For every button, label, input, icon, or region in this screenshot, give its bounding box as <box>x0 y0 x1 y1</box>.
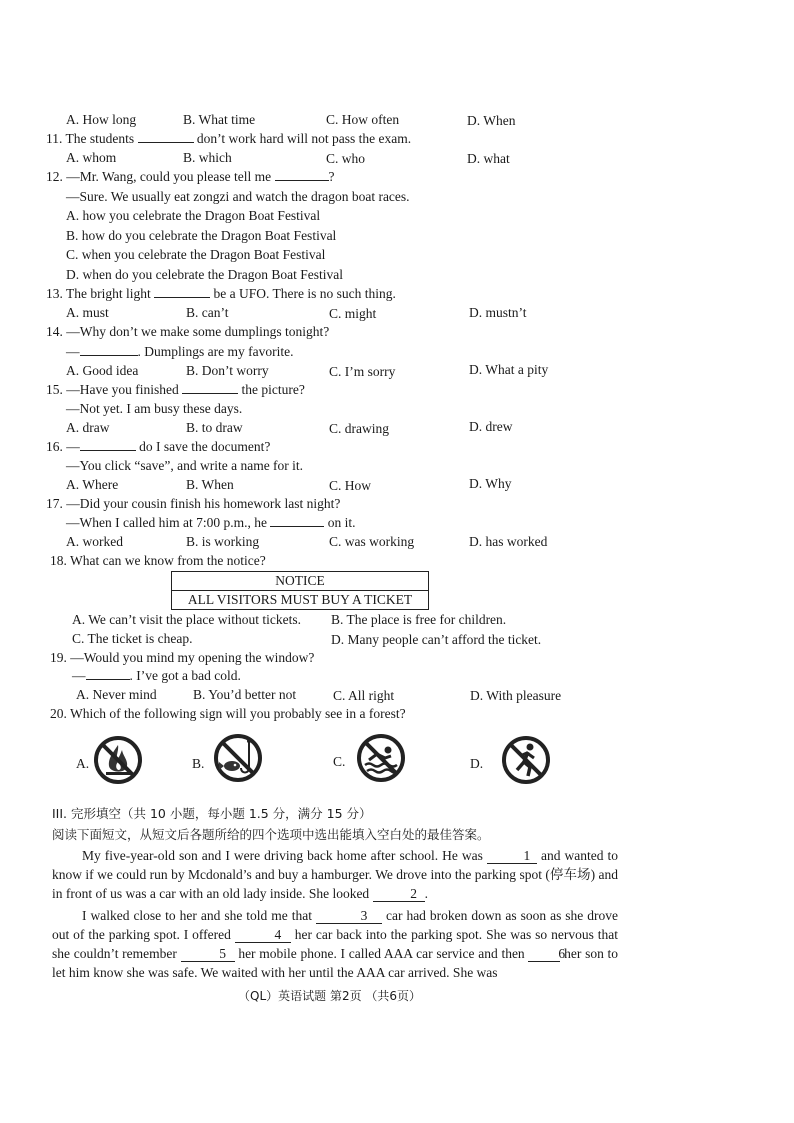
answer-blank <box>80 450 136 451</box>
q13-option-b: B. can’t <box>186 305 229 320</box>
no-fire-sign-icon <box>92 734 144 786</box>
q17-option-d: D. has worked <box>469 534 548 549</box>
blank-6: 6 <box>528 947 560 962</box>
question-number: 15. <box>46 382 63 397</box>
q15-stem: 15. —Have you finished the picture? <box>46 382 305 397</box>
notice-box <box>171 571 429 610</box>
q20-option-c-label: C. <box>333 754 346 769</box>
q15-option-d: D. drew <box>469 419 513 434</box>
question-number: 20. <box>50 706 67 721</box>
q16-stem: 16. — do I save the document? <box>46 439 271 454</box>
question-number: 12. <box>46 169 63 184</box>
q19-reply: — . I’ve got a bad cold. <box>72 668 241 683</box>
q16-option-a: A. Where <box>66 477 119 492</box>
q20-stem: 20. Which of the following sign will you probably see in a forest? <box>50 706 406 721</box>
q14-stem: 14. —Why don’t we make some dumplings tonight? <box>46 324 330 339</box>
q18-option-b: B. The place is free for children. <box>331 612 507 627</box>
section-3-instruction: 阅读下面短文，从短文后各题所给的四个选项中选出能填入空白处的最佳答案。 <box>52 827 490 842</box>
q17-stem: 17. —Did your cousin finish his homework last night? <box>46 496 341 511</box>
q17-option-a: A. worked <box>66 534 123 549</box>
q15-option-b: B. to draw <box>186 420 243 435</box>
answer-blank <box>270 526 324 527</box>
answer-blank <box>80 355 138 356</box>
q14-option-b: B. Don’t worry <box>186 363 269 378</box>
answer-blank <box>275 180 329 181</box>
blank-4: 4 <box>235 928 291 943</box>
question-number: 16. <box>46 439 63 454</box>
q11-stem: 11. The students don’t work hard will not pass the exam. <box>46 131 412 146</box>
no-fishing-sign-icon <box>212 732 264 784</box>
passage-paragraph-1: My five-year-old son and I were driving back home after school. He was 1 and wanted to know if we could run by Mcdonald’s and buy a hamburger. We drove into the parking spot (停车场) and in front of us was a car with an old lady inside. She looked 2 . <box>52 848 619 901</box>
q12-option-d: D. when do you celebrate the Dragon Boat Festival <box>66 267 344 282</box>
q10-option-d: D. When <box>467 113 516 128</box>
q16-option-d: D. Why <box>469 476 512 491</box>
q19-stem: 19. —Would you mind my opening the window? <box>50 650 315 665</box>
q16-option-b: B. When <box>186 477 234 492</box>
no-swimming-sign-icon <box>355 732 407 784</box>
q19-option-d: D. With pleasure <box>470 688 562 703</box>
q16-option-c: C. How <box>329 478 372 493</box>
question-number: 13. <box>46 286 63 301</box>
no-running-sign-icon <box>500 734 552 786</box>
blank-5: 5 <box>181 947 235 962</box>
section-3-title: III. 完形填空（共 10 小题，每小题 1.5 分，满分 15 分） <box>52 806 372 821</box>
answer-blank <box>138 142 194 143</box>
q15-option-a: A. draw <box>66 420 110 435</box>
q11-option-d: D. what <box>467 151 510 166</box>
passage-paragraph-2: I walked close to her and she told me that 3 car had broken down as soon as she drove out of the parking spot. I offered 4 her car back into the parking spot. She was so nervous that she couldn’t remember 5 her mobile phone. I called AAA car service and then 6 her son to let him know she was safe. We waited with her until the AAA car arrived. She was <box>52 908 619 980</box>
answer-blank <box>182 393 238 394</box>
q19-option-a: A. Never mind <box>76 687 157 702</box>
q20-option-a-label: A. <box>76 756 90 771</box>
q13-option-a: A. must <box>66 305 109 320</box>
answer-blank <box>154 297 210 298</box>
q11-option-b: B. which <box>183 150 232 165</box>
q16-reply: —You click “save”, and write a name for it. <box>66 458 304 473</box>
q14-option-d: D. What a pity <box>469 362 549 377</box>
q10-option-b: B. What time <box>183 112 256 127</box>
q17-option-b: B. is working <box>186 534 260 549</box>
q15-option-c: C. drawing <box>329 421 389 436</box>
q20-option-b-label: B. <box>192 756 205 771</box>
q17-reply: —When I called him at 7:00 p.m., he on it. <box>66 515 356 530</box>
q18-option-d: D. Many people can’t afford the ticket. <box>331 632 542 647</box>
q18-option-c: C. The ticket is cheap. <box>72 631 193 646</box>
q19-option-b: B. You’d better not <box>193 687 297 702</box>
q13-option-c: C. might <box>329 306 377 321</box>
blank-2: 2 <box>373 887 425 902</box>
question-number: 18. <box>50 553 67 568</box>
q12-option-b: B. how do you celebrate the Dragon Boat Festival <box>66 228 337 243</box>
notice-title: NOTICE <box>172 572 428 591</box>
q19-option-c: C. All right <box>333 688 395 703</box>
question-number: 14. <box>46 324 63 339</box>
answer-blank <box>86 679 130 680</box>
q20-option-d-label: D. <box>470 756 484 771</box>
q11-option-c: C. who <box>326 151 366 166</box>
q10-option-a: A. How long <box>66 112 137 127</box>
q14-option-c: C. I’m sorry <box>329 364 396 379</box>
q11-option-a: A. whom <box>66 150 117 165</box>
blank-3: 3 <box>316 909 382 924</box>
q12-reply: —Sure. We usually eat zongzi and watch the dragon boat races. <box>66 189 410 204</box>
q12-option-a: A. how you celebrate the Dragon Boat Festival <box>66 208 321 223</box>
q14-option-a: A. Good idea <box>66 363 139 378</box>
q15-reply: —Not yet. I am busy these days. <box>66 401 243 416</box>
q14-reply: — . Dumplings are my favorite. <box>66 344 294 359</box>
question-number: 17. <box>46 496 63 511</box>
q10-option-c: C. How often <box>326 112 400 127</box>
q13-option-d: D. mustn’t <box>469 305 527 320</box>
q17-option-c: C. was working <box>329 534 415 549</box>
question-number: 19. <box>50 650 67 665</box>
question-number: 11. <box>46 131 63 146</box>
q18-option-a: A. We can’t visit the place without tickets. <box>72 612 301 627</box>
q18-stem: 18. What can we know from the notice? <box>50 553 266 568</box>
notice-body: ALL VISITORS MUST BUY A TICKET <box>187 592 413 607</box>
q12-option-c: C. when you celebrate the Dragon Boat Festival <box>66 247 326 262</box>
q13-stem: 13. The bright light be a UFO. There is no such thing. <box>46 286 396 301</box>
q12-stem: 12. —Mr. Wang, could you please tell me ? <box>46 169 335 184</box>
blank-1: 1 <box>487 849 537 864</box>
page-footer: （QL）英语试题 第2页 （共6页） <box>238 989 422 1003</box>
